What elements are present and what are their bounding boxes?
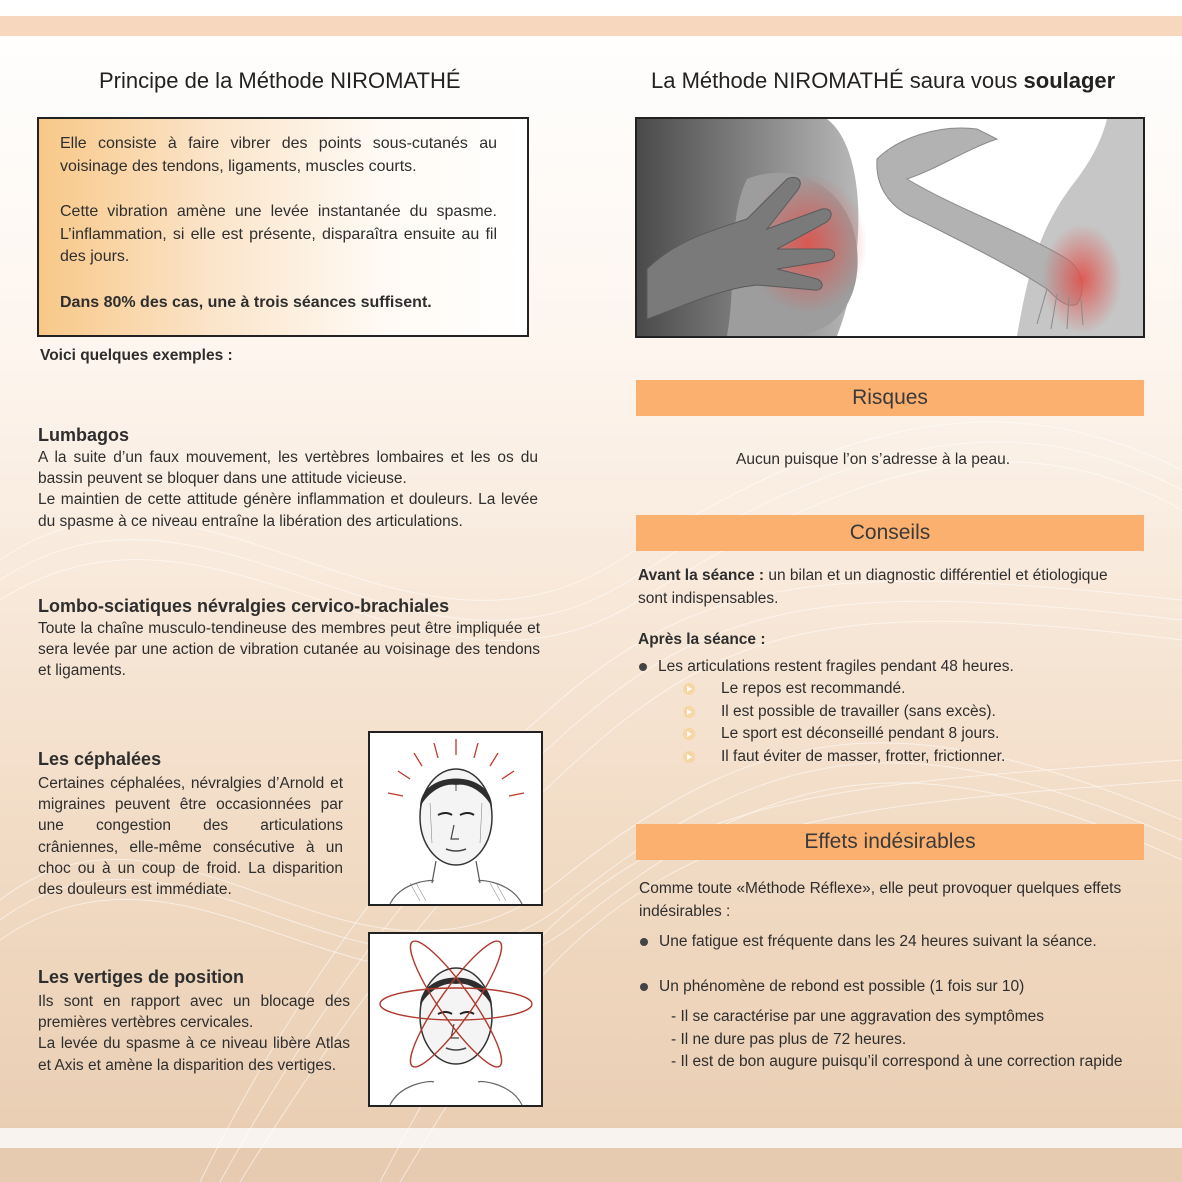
pain-photo (635, 117, 1145, 338)
effets-bullet-fatigue: Une fatigue est fréquente dans les 24 heures suivant la séance. (639, 931, 1097, 953)
list-item: - Il est de bon augure puisqu’il correspond à une correction rapide (671, 1053, 1123, 1070)
apres-seance-bullet: Les articulations restent fragiles pendant 48 heures. (638, 656, 1014, 678)
list-item: Il faut éviter de masser, frotter, frictionner. (683, 746, 1005, 769)
cephalees-paragraph-1: Certaines céphalées, névralgies d’Arnold et migraines peuvent être occasionnées par une congestion des articulations crâniennes, elle-même consécutive à un choc ou à un coup de froid. La disparition des douleurs est immédiate. (38, 775, 343, 899)
conseils-header: Conseils (636, 515, 1144, 551)
vertigo-illustration (368, 932, 543, 1107)
lumbagos-paragraph-2: Le maintien de cette attitude génère inflammation et douleurs. La levée du spasme à ce niveau entraîne la libération des articulations. (38, 491, 538, 530)
rebond-details (671, 1006, 1131, 1074)
lumbagos-paragraph-1: A la suite d’un faux mouvement, les vertèbres lombaires et les os du bassin peuvent se bloquer dans une attitude vicieuse. (38, 449, 538, 488)
list-item: - Il se caractérise par une aggravation des symptômes (671, 1008, 1045, 1025)
examples-label: Voici quelques exemples : (40, 347, 233, 364)
apres-seance-list (683, 678, 1005, 768)
section-text-cephalees (38, 773, 343, 900)
bottom-band (0, 1148, 1182, 1182)
list-item: Le sport est déconseillé pendant 8 jours. (683, 723, 1005, 746)
section-heading-lumbagos: Lumbagos (38, 425, 130, 445)
list-item: - Il ne dure pas plus de 72 heures. (671, 1030, 907, 1048)
list-item: Le repos est recommandé. (683, 678, 1005, 701)
section-text-lombo-sciatiques (38, 618, 540, 682)
lombo-paragraph-1: Toute la chaîne musculo-tendineuse des membres peut être impliquée et sera levée par une action de vibration cutanée au voisinage des tendons et ligaments. (38, 620, 540, 680)
risques-text: Aucun puisque l’on s’adresse à la peau. (736, 451, 1011, 468)
vertiges-paragraph-1: Ils sont en rapport avec un blocage des premières vertèbres cervicales. (38, 993, 350, 1032)
right-title-bold: soulager (1023, 68, 1116, 93)
apres-seance-label: Après la séance : (638, 631, 766, 648)
section-heading-lombo-sciatiques: Lombo-sciatiques névralgies cervico-brachiales (38, 596, 450, 616)
effets-bullet-rebond: Un phénomène de rebond est possible (1 fois sur 10) (639, 976, 1024, 998)
list-item: Il est possible de travailler (sans excès). (683, 701, 1005, 724)
right-title (651, 68, 1115, 94)
intro-paragraph-2: Cette vibration amène une levée instantanée du spasme. L’inflammation, si elle est présente, disparaîtra ensuite au fil des jours. (60, 203, 497, 265)
intro-paragraph-1: Elle consiste à faire vibrer des points sous-cutanés au voisinage des tendons, ligaments, muscles courts. (60, 135, 497, 175)
section-heading-cephalees: Les céphalées (38, 749, 162, 769)
intro-box (37, 117, 529, 337)
avant-seance-label: Avant la séance : (638, 567, 765, 584)
left-title: Principe de la Méthode NIROMATHÉ (99, 68, 461, 93)
avant-seance-text (638, 565, 1108, 610)
effets-header: Effets indésirables (636, 824, 1144, 860)
headache-illustration (368, 731, 543, 906)
right-title-normal: La Méthode NIROMATHÉ saura vous (651, 68, 1024, 93)
section-text-lumbagos (38, 447, 538, 532)
arrow-bullet-icon (683, 706, 695, 718)
arrow-bullet-icon (683, 728, 695, 740)
risques-header: Risques (636, 380, 1144, 416)
arrow-bullet-icon (683, 751, 695, 763)
section-text-vertiges (38, 991, 350, 1076)
effets-intro: Comme toute «Méthode Réflexe», elle peut provoquer quelques effets indésirables : (639, 880, 1122, 920)
intro-paragraph-3: Dans 80% des cas, une à trois séances suffisent. (60, 293, 432, 311)
section-heading-vertiges: Les vertiges de position (38, 967, 245, 987)
vertiges-paragraph-2: La levée du spasme à ce niveau libère Atlas et Axis et amène la disparition des vertiges. (38, 1035, 350, 1074)
avant-seance-body: un bilan et un diagnostic différentiel et étiologique sont indispensables. (638, 567, 1108, 607)
separator-band (0, 1128, 1182, 1148)
top-band (0, 16, 1182, 36)
arrow-bullet-icon (683, 683, 695, 695)
